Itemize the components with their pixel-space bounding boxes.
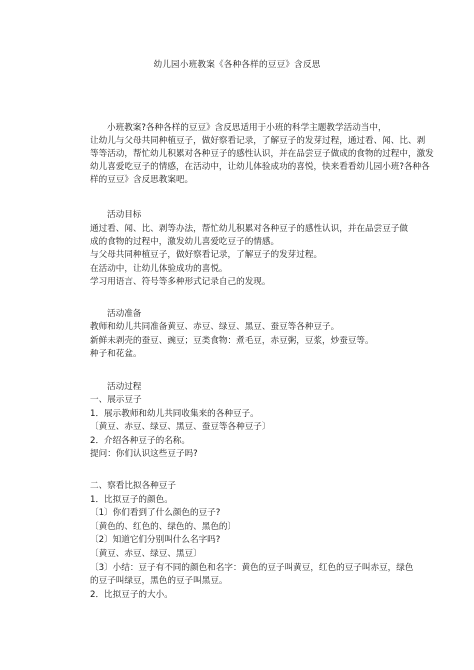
intro-line: 让幼儿与父母共同种植豆子，做好察看记录，了解豆子的发芽过程，通过看、闻、比、剥 xyxy=(90,136,426,146)
process-line: 〔黄豆、赤豆、绿豆、黑豆〕 xyxy=(90,549,202,559)
goal-line: 成的食物的过程中，激发幼儿喜爱吃豆子的情感。 xyxy=(90,237,280,247)
prep-line: 新鲜未剥壳的蚕豆、豌豆；豆类食物：煮毛豆，赤豆粥，豆浆，炒蚕豆等。 xyxy=(90,336,374,346)
intro-line: 小班教案?各种各样的豆豆》含反思适用于小班的科学主题教学活动当中， xyxy=(107,123,387,133)
section-heading-goals: 活动目标 xyxy=(107,210,142,220)
section-heading-prep: 活动准备 xyxy=(107,309,142,319)
subsection-heading: 一、展示豆子 xyxy=(90,395,142,405)
process-line: 的豆子叫绿豆，黑色的豆子叫黑豆。 xyxy=(90,576,228,586)
prep-line: 教师和幼儿共同准备黄豆、赤豆、绿豆、黑豆、蚕豆等各种豆子。 xyxy=(90,322,340,332)
intro-line: 幼儿喜爱吃豆子的情感，在活动中，让幼儿体验成功的喜悦，快来看看幼儿园小班?各种各 xyxy=(90,162,430,172)
goal-line: 在活动中，让幼儿体验成功的喜悦。 xyxy=(90,264,228,274)
process-line: 2．介绍各种豆子的名称。 xyxy=(90,436,190,446)
intro-line: 样的豆豆》含反思教案吧。 xyxy=(90,175,194,185)
process-line: 1．比拟豆子的颜色。 xyxy=(90,495,173,505)
prep-line: 种子和花盆。 xyxy=(90,349,142,359)
goal-line: 与父母共同种植豆子，做好察看记录，了解豆子的发芽过程。 xyxy=(90,250,323,260)
process-line: 〔黄豆、赤豆、绿豆、黑豆、蚕豆等各种豆子〕 xyxy=(90,422,271,432)
subsection-heading: 二、察看比拟各种豆子 xyxy=(90,481,176,491)
process-line: 2．比拟豆子的大小。 xyxy=(90,590,173,600)
process-line: 〔2〕知道它们分别叫什么名字吗? xyxy=(90,535,221,545)
goal-line: 学习用语言、符号等多种形式记录自己的发现。 xyxy=(90,277,271,287)
intro-line: 等等活动，帮忙幼儿积累对各种豆子的感性认识，并在品尝豆子做成的食物的过程中，激发 xyxy=(90,149,434,159)
process-line: 〔黄色的、红色的、绿色的、黑色的〕 xyxy=(90,522,237,532)
process-line: 1．展示教师和幼儿共同收集来的各种豆子。 xyxy=(90,409,259,419)
goal-line: 通过看、闻、比、剥等办法，帮忙幼儿积累对各种豆子的感性认识，并在品尝豆子做 xyxy=(90,224,408,234)
process-line: 〔3〕小结：豆子有不同的颜色和名字：黄色的豆子叫黄豆，红色的豆子叫赤豆，绿色 xyxy=(90,563,414,573)
section-heading-process: 活动过程 xyxy=(107,382,142,392)
process-line: 提问：你们认识这些豆子吗? xyxy=(90,449,198,459)
process-line: 〔1〕你们看到了什么颜色的豆子? xyxy=(90,508,221,518)
page-title: 幼儿园小班教案《各种各样的豆豆》含反思 xyxy=(153,60,321,70)
